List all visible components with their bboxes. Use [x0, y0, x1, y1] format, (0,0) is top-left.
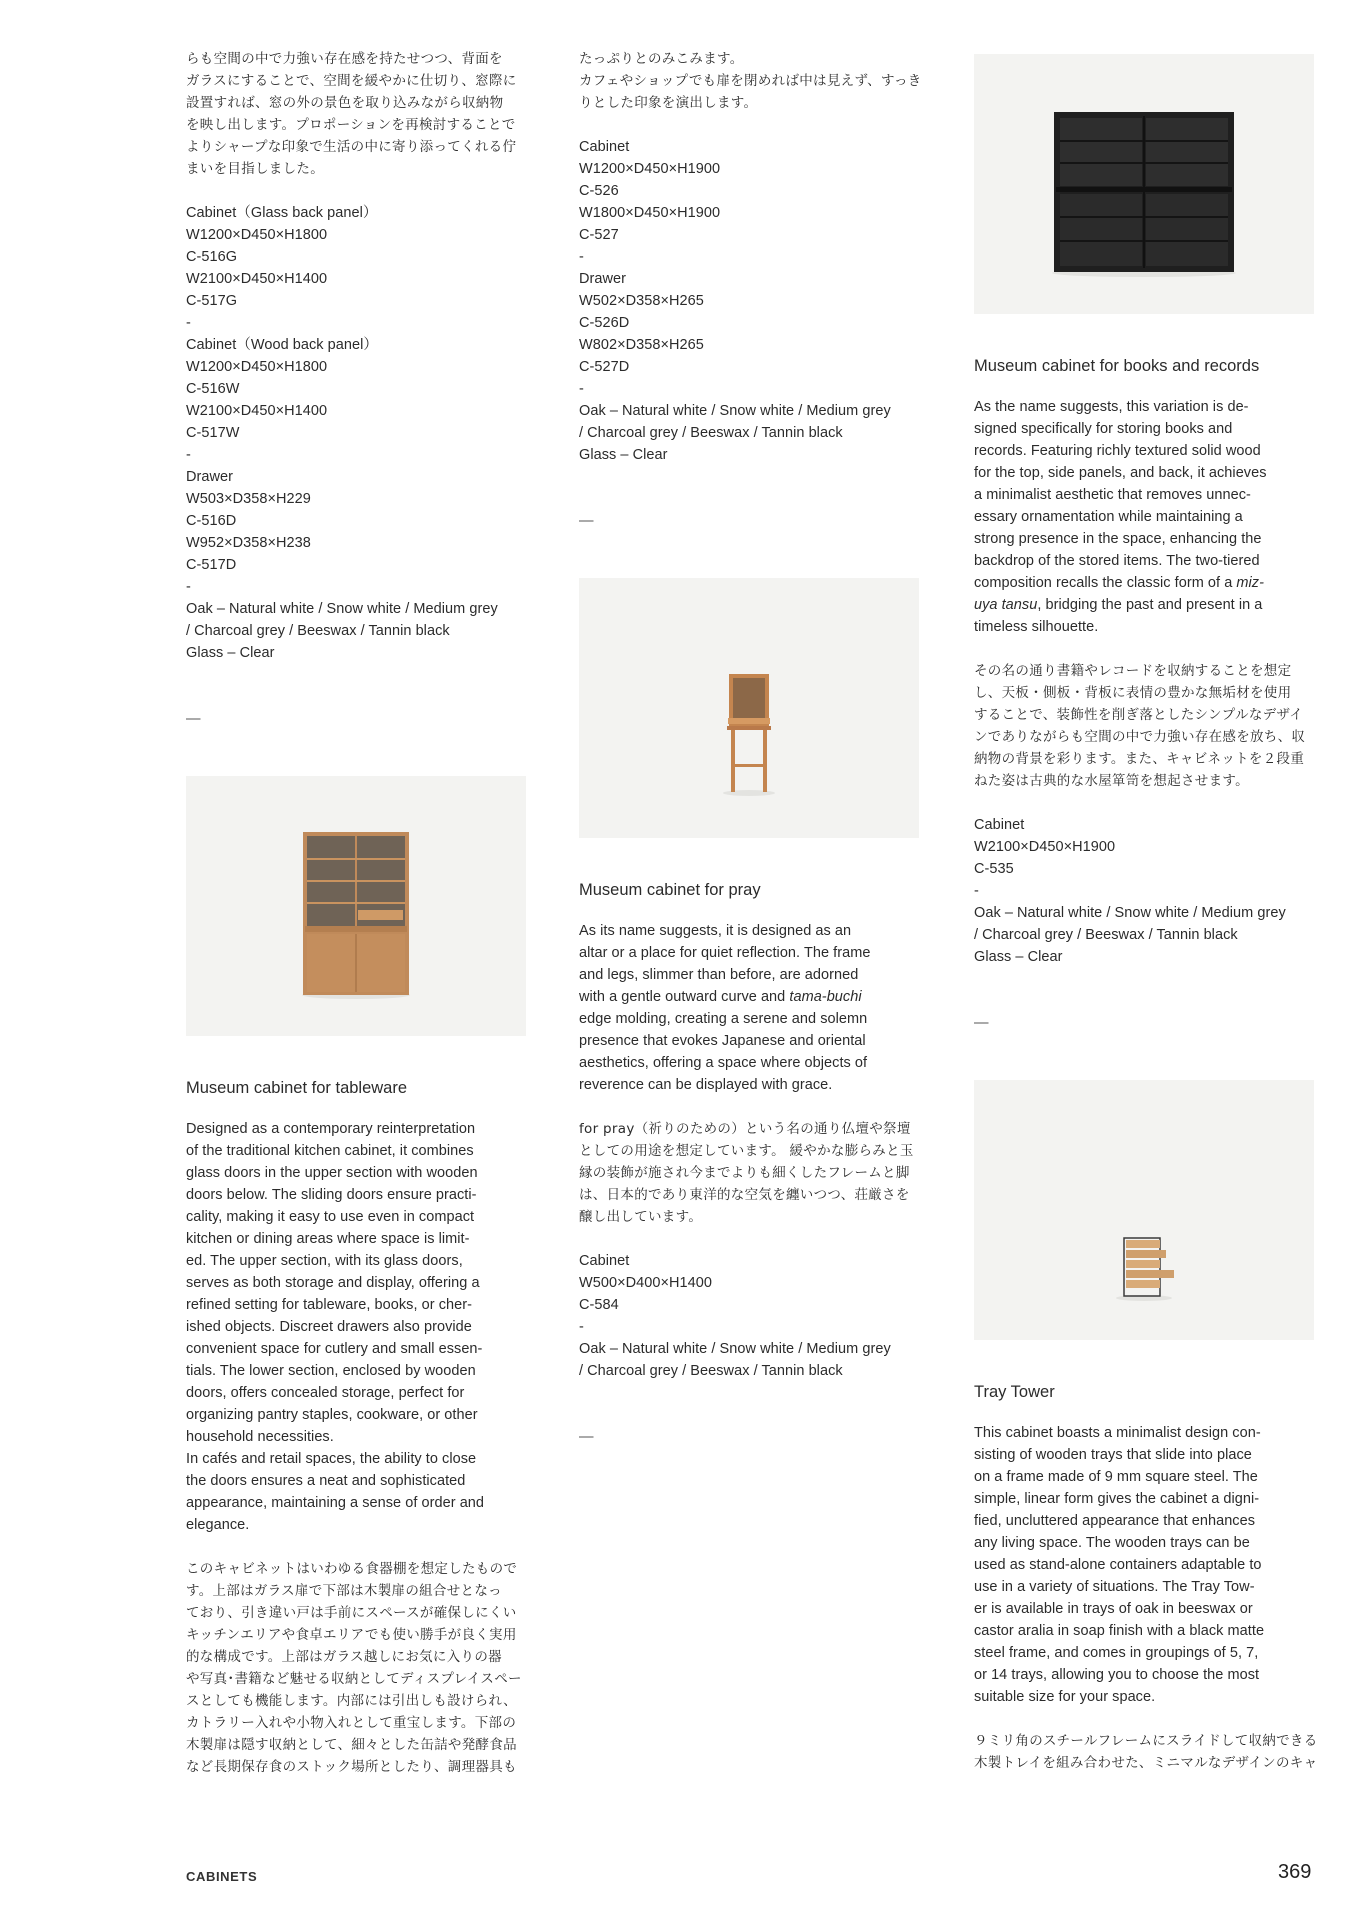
pray-description-jp: for pray（祈りのための）という名の通り仏壇や祭壇 としての用途を想定しています。 緩やかな膨らみと玉 縁の装飾が施され今までよりも細くしたフレームと脚 は、日本的であり東洋的な空気を纏いつつ、荘厳さを 醸し出しています。 [579, 1121, 914, 1225]
pray-spec-list: Cabinet W500×D400×H1400 C-584 - Oak – Natural white / Snow white / Medium grey / Charcoal grey / Beeswax / Tannin black [579, 1253, 891, 1379]
column-1 [186, 48, 526, 1778]
page-number: 369 [1278, 1861, 1312, 1883]
books-records-spec-list: Cabinet W2100×D450×H1900 C-535 - Oak – Natural white / Snow white / Medium grey / Charcoal grey / Beeswax / Tannin black Glass – Clear [974, 817, 1286, 965]
tableware-description-en: Designed as a contemporary reinterpretation of the traditional kitchen cabinet, it combines glass doors in the upper section with wooden doors below. The sliding doors ensure practi- cality, making it easy to use even in compact kitchen or dining areas where space is limit- ed. The upper section, with its glass doors, serves as both storage and display, offering a refined setting for tableware, books, or cher- ished objects. Discreet drawers also provide convenient space for cutlery and small essen- tials. The lower section, enclosed by wooden doors, offers concealed storage, perfect for organizing pantry staples, cookware, or other household necessities. In cafés and retail spaces, the ability to close the doors ensures a neat and sophisticated appearance, maintaining a sense of order and elegance. [186, 1121, 485, 1533]
section-title-books-records: Museum cabinet for books and records [974, 357, 1260, 375]
tableware-description-jp: このキャビネットはいわゆる食器棚を想定したもので す。上部はガラス扉で下部は木製扉の組合せとなっ ており、引き違い戸は手前にスペースが確保しにくい キッチンエリアや食卓エリアでも使い勝手が良く実用 的な構成です。上部はガラス越しにお気に入りの器 や写真･書籍など魅せる収納としてディスプレイスペー スとしても機能します。内部には引出しも設けられ、 カトラリー入れや小物入れとして重宝します。下部の 木製扉は隠す収納として、細々とした缶詰や発酵食品 など長期保存食のストック場所としたり、調理器具も [186, 1561, 522, 1775]
section-divider-dash: — [579, 1429, 594, 1445]
section-divider-dash: — [579, 513, 594, 529]
column-2 [579, 48, 922, 1448]
spec-list: Cabinet W1200×D450×H1900 C-526 W1800×D450×H1900 C-527 - Drawer W502×D358×H265 C-526D W802×D358×H265 C-527D - Oak – Natural white / Snow white / Medium grey / Charcoal grey / Beeswax / Tannin black Glass – Clear [579, 139, 891, 463]
pray-cabinet-illustration [579, 578, 919, 838]
books-records-description-en: As the name suggests, this variation is de- signed specifically for storing books and records. Featuring richly textured solid wood for the top, side panels, and back, it achieves a minimalist aesthetic that removes unnec- essary ornamentation while maintaining a strong presence in the space, enhancing the backdrop of the stored items. The two-tiered composition recalls the classic form of a miz- uya tansu, bridging the past and present in a timeless silhouette. [974, 399, 1267, 635]
footer-section-label: CABINETS [186, 1869, 258, 1884]
section-divider-dash: — [186, 711, 201, 727]
pray-description-en: As its name suggests, it is designed as an altar or a place for quiet reflection. The frame and legs, slimmer than before, are adorned with a gentle outward curve and tama-buchi edge molding, creating a serene and solemn presence that evokes Japanese and oriental aesthetics, offering a space where objects of reverence can be displayed with grace. [579, 923, 871, 1093]
tray-tower-illustration [974, 1080, 1314, 1340]
tray-tower-description-en: This cabinet boasts a minimalist design con- sisting of wooden trays that slide into place on a frame made of 9 mm square steel. The simple, linear form gives the cabinet a digni- fied, uncluttered appearance that enhances any living space. The wooden trays can be used as stand-alone containers adaptable to use in a variety of situations. The Tray Tow- er is available in trays of oak in beeswax or castor aralia in soap finish with a black matte steel frame, and comes in groupings of 5, 7, or 14 trays, allowing you to choose the most suitable size for your space. [974, 1425, 1265, 1705]
spec-list: Cabinet（Glass back panel） W1200×D450×H1800 C-516G W2100×D450×H1400 C-517G - Cabinet（Wood back panel） W1200×D450×H1800 C-516W W2100×D450×H1400 C-517W - Drawer W503×D358×H229 C-516D W952×D358×H238 C-517D - Oak – Natural white / Snow white / Medium grey / Charcoal grey / Beeswax / Tannin black Glass – Clear [186, 205, 498, 661]
pray-cabinet-photo [579, 578, 919, 838]
intro-jp-text: らも空間の中で力強い存在感を持たせつつ、背面を ガラスにすることで、空間を緩やかに仕切り、窓際に 設置すれば、窓の外の景色を取り込みながら収納物 を映し出します。プロポーションを再検討することで よりシャープな印象で生活の中に寄り添ってくれる佇 まいを目指しました。 [186, 51, 517, 177]
books-records-description-jp: その名の通り書籍やレコードを収納することを想定 し、天板・側板・背板に表情の豊かな無垢材を使用 することで、装飾性を削ぎ落としたシンプルなデザイ ンでありながらも空間の中で力強い存在感を放ち、収 納物の背景を彩ります。また、キャビネットを２段重 ねた姿は古典的な水屋箪笥を想起させます。 [974, 663, 1306, 789]
section-divider-dash: — [974, 1015, 989, 1031]
column-3 [974, 54, 1318, 1774]
section-title-pray: Museum cabinet for pray [579, 881, 761, 899]
section-title-tableware: Museum cabinet for tableware [186, 1079, 408, 1097]
tableware-cabinet-illustration [186, 776, 526, 1036]
tray-tower-photo [974, 1080, 1314, 1340]
tableware-cabinet-photo [186, 776, 526, 1036]
books-records-cabinet-photo [974, 54, 1314, 314]
section-title-tray-tower: Tray Tower [974, 1383, 1055, 1401]
tray-tower-description-jp: ９ミリ角のスチールフレームにスライドして収納できる 木製トレイを組み合わせた、ミニマルなデザインのキャ [974, 1733, 1318, 1771]
intro-jp-text: たっぷりとのみこみます。 カフェやショップでも扉を閉めれば中は見えず、すっき りとした印象を演出します。 [579, 51, 922, 111]
books-records-cabinet-illustration [974, 54, 1314, 314]
